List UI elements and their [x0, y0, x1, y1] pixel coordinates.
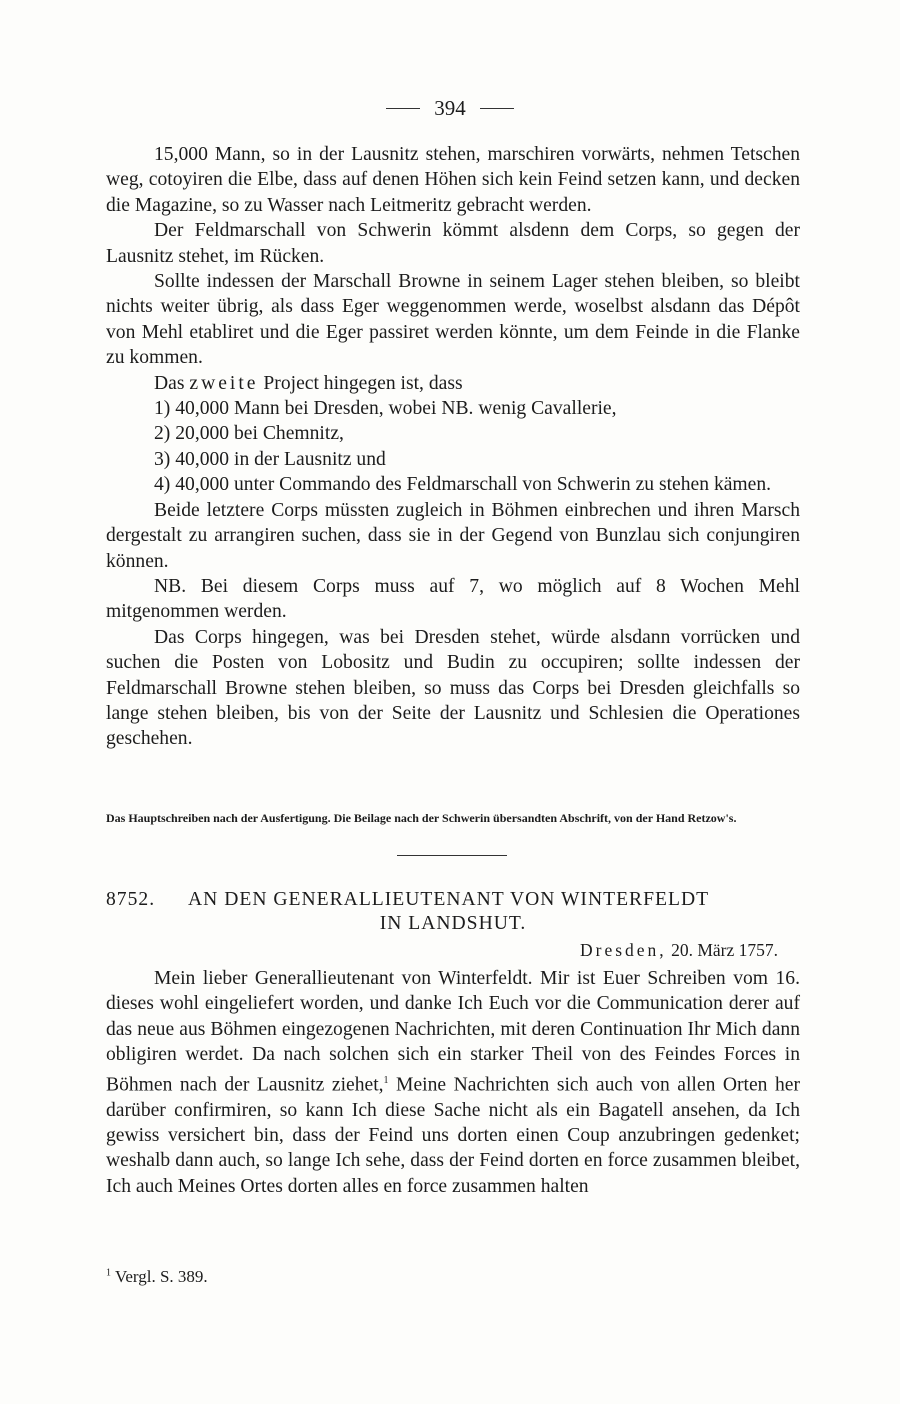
list-item-3: 3) 40,000 in der Lausnitz und: [154, 448, 386, 470]
letter-text-a: Mein lieber Generallieutenant von Winterfeldt. Mir ist Euer Schreiben vom 16. dieses wohl eingeliefert worden, und danke Ich Euch vor die Communication derer auf das neue aus Böhmen eingezogenen Nachrichten, mit deren Continuation Ihr Mich dann obligiren werdet. Da nach solchen sich ein starker Theil von des Feindes Forces in Böhmen nach der Lausnitz ziehet,: [106, 968, 800, 1096]
list-item-4: 4) 40,000 unter Commando des Feldmarschall von Schwerin zu stehen kämen.: [154, 474, 772, 496]
letter-place: Dresden,: [580, 940, 667, 960]
paragraph-4-pre: Das: [154, 372, 190, 394]
letter-dateline: [106, 940, 778, 961]
letter-paragraph: [106, 966, 800, 1199]
section-divider: [397, 855, 507, 856]
paragraph-3: Sollte indessen der Marschall Browne in seinem Lager stehen bleiben, so bleibt nichts weiter übrig, als dass Eger weggenommen werde, woselbst alsdann das Dépôt von Mehl etabliret und die Eger passiret werden könnte, um dem Feinde in die Flanke zu kommen.: [106, 271, 800, 369]
list-item-1: 1) 40,000 Mann bei Dresden, wobei NB. wenig Cavallerie,: [154, 398, 617, 420]
page-number: 394: [434, 96, 466, 120]
paragraph-2: Der Feldmarschall von Schwerin kömmt alsdenn dem Corps, so gegen der Lausnitz stehet, im Rücken.: [106, 220, 800, 267]
header-dash-left: [386, 108, 420, 109]
letter-date: 20. März 1757.: [666, 940, 778, 960]
paragraph-1: 15,000 Mann, so in der Lausnitz stehen, marschiren vorwärts, nehmen Tetschen weg, cotoyiren die Elbe, dass auf denen Höhen sich kein Feind setzen kann, und decken die Magazine, so zu Wasser nach Leitmeritz gebracht werden.: [106, 144, 800, 216]
header-dash-right: [480, 108, 514, 109]
letter-title-line2: IN LANDSHUT.: [379, 913, 527, 934]
source-note: Das Hauptschreiben nach der Ausfertigung. Die Beilage nach der Schwerin übersandten Abschrift, von der Hand Retzow's.: [106, 811, 737, 825]
letter-text-b: Meine Nachrichten sich auch von allen Orten her darüber confirmiren, so kann Ich diese Sache nicht als ein Bagatell ansehen, da Ich gewiss versichert bin, dass der Feind uns dorten einen Coup anzubringen gedenket; weshalb dann auch, so lange Ich sehe, dass der Feind dorten en force zusammen bleibet, Ich auch Meines Ortes dorten alles en force zusammen halten: [106, 1074, 800, 1197]
footnote-mark: 1: [106, 1267, 111, 1279]
letter-number: 8752.: [106, 889, 156, 910]
paragraph-4: [106, 371, 800, 396]
main-text: [106, 142, 800, 752]
page-header: [0, 96, 900, 121]
paragraph-5: Beide letztere Corps müssten zugleich in Böhmen einbrechen und ihren Marsch dergestalt zu arrangiren suchen, dass sie in der Gegend von Bunzlau sich conjungiren können.: [106, 499, 800, 572]
footnote-text: Vergl. S. 389.: [111, 1267, 208, 1286]
paragraph-4-post: Project hingegen ist, dass: [258, 372, 463, 394]
list-item-2: 2) 20,000 bei Chemnitz,: [154, 423, 344, 445]
letter-title-line1: AN DEN GENERALLIEUTENANT VON WINTERFELDT: [188, 889, 710, 910]
paragraph-4-spaced: zweite: [189, 372, 259, 394]
letter-body: [106, 966, 800, 1199]
footnote: [106, 1267, 208, 1287]
paragraph-6: NB. Bei diesem Corps muss auf 7, wo möglich auf 8 Wochen Mehl mitgenommen werden.: [106, 575, 800, 623]
footnote-reference: 1: [383, 1074, 389, 1086]
paragraph-7: Das Corps hingegen, was bei Dresden stehet, würde alsdann vorrücken und suchen die Posten von Lobositz und Budin zu occupiren; sollte indessen der Feldmarschall Browne stehen bleiben, so muss das Corps bei Dresden gleichfalls so lange stehen bleiben, bis von der Seite der Lausnitz und Schlesien die Operationes geschehen.: [106, 626, 800, 750]
